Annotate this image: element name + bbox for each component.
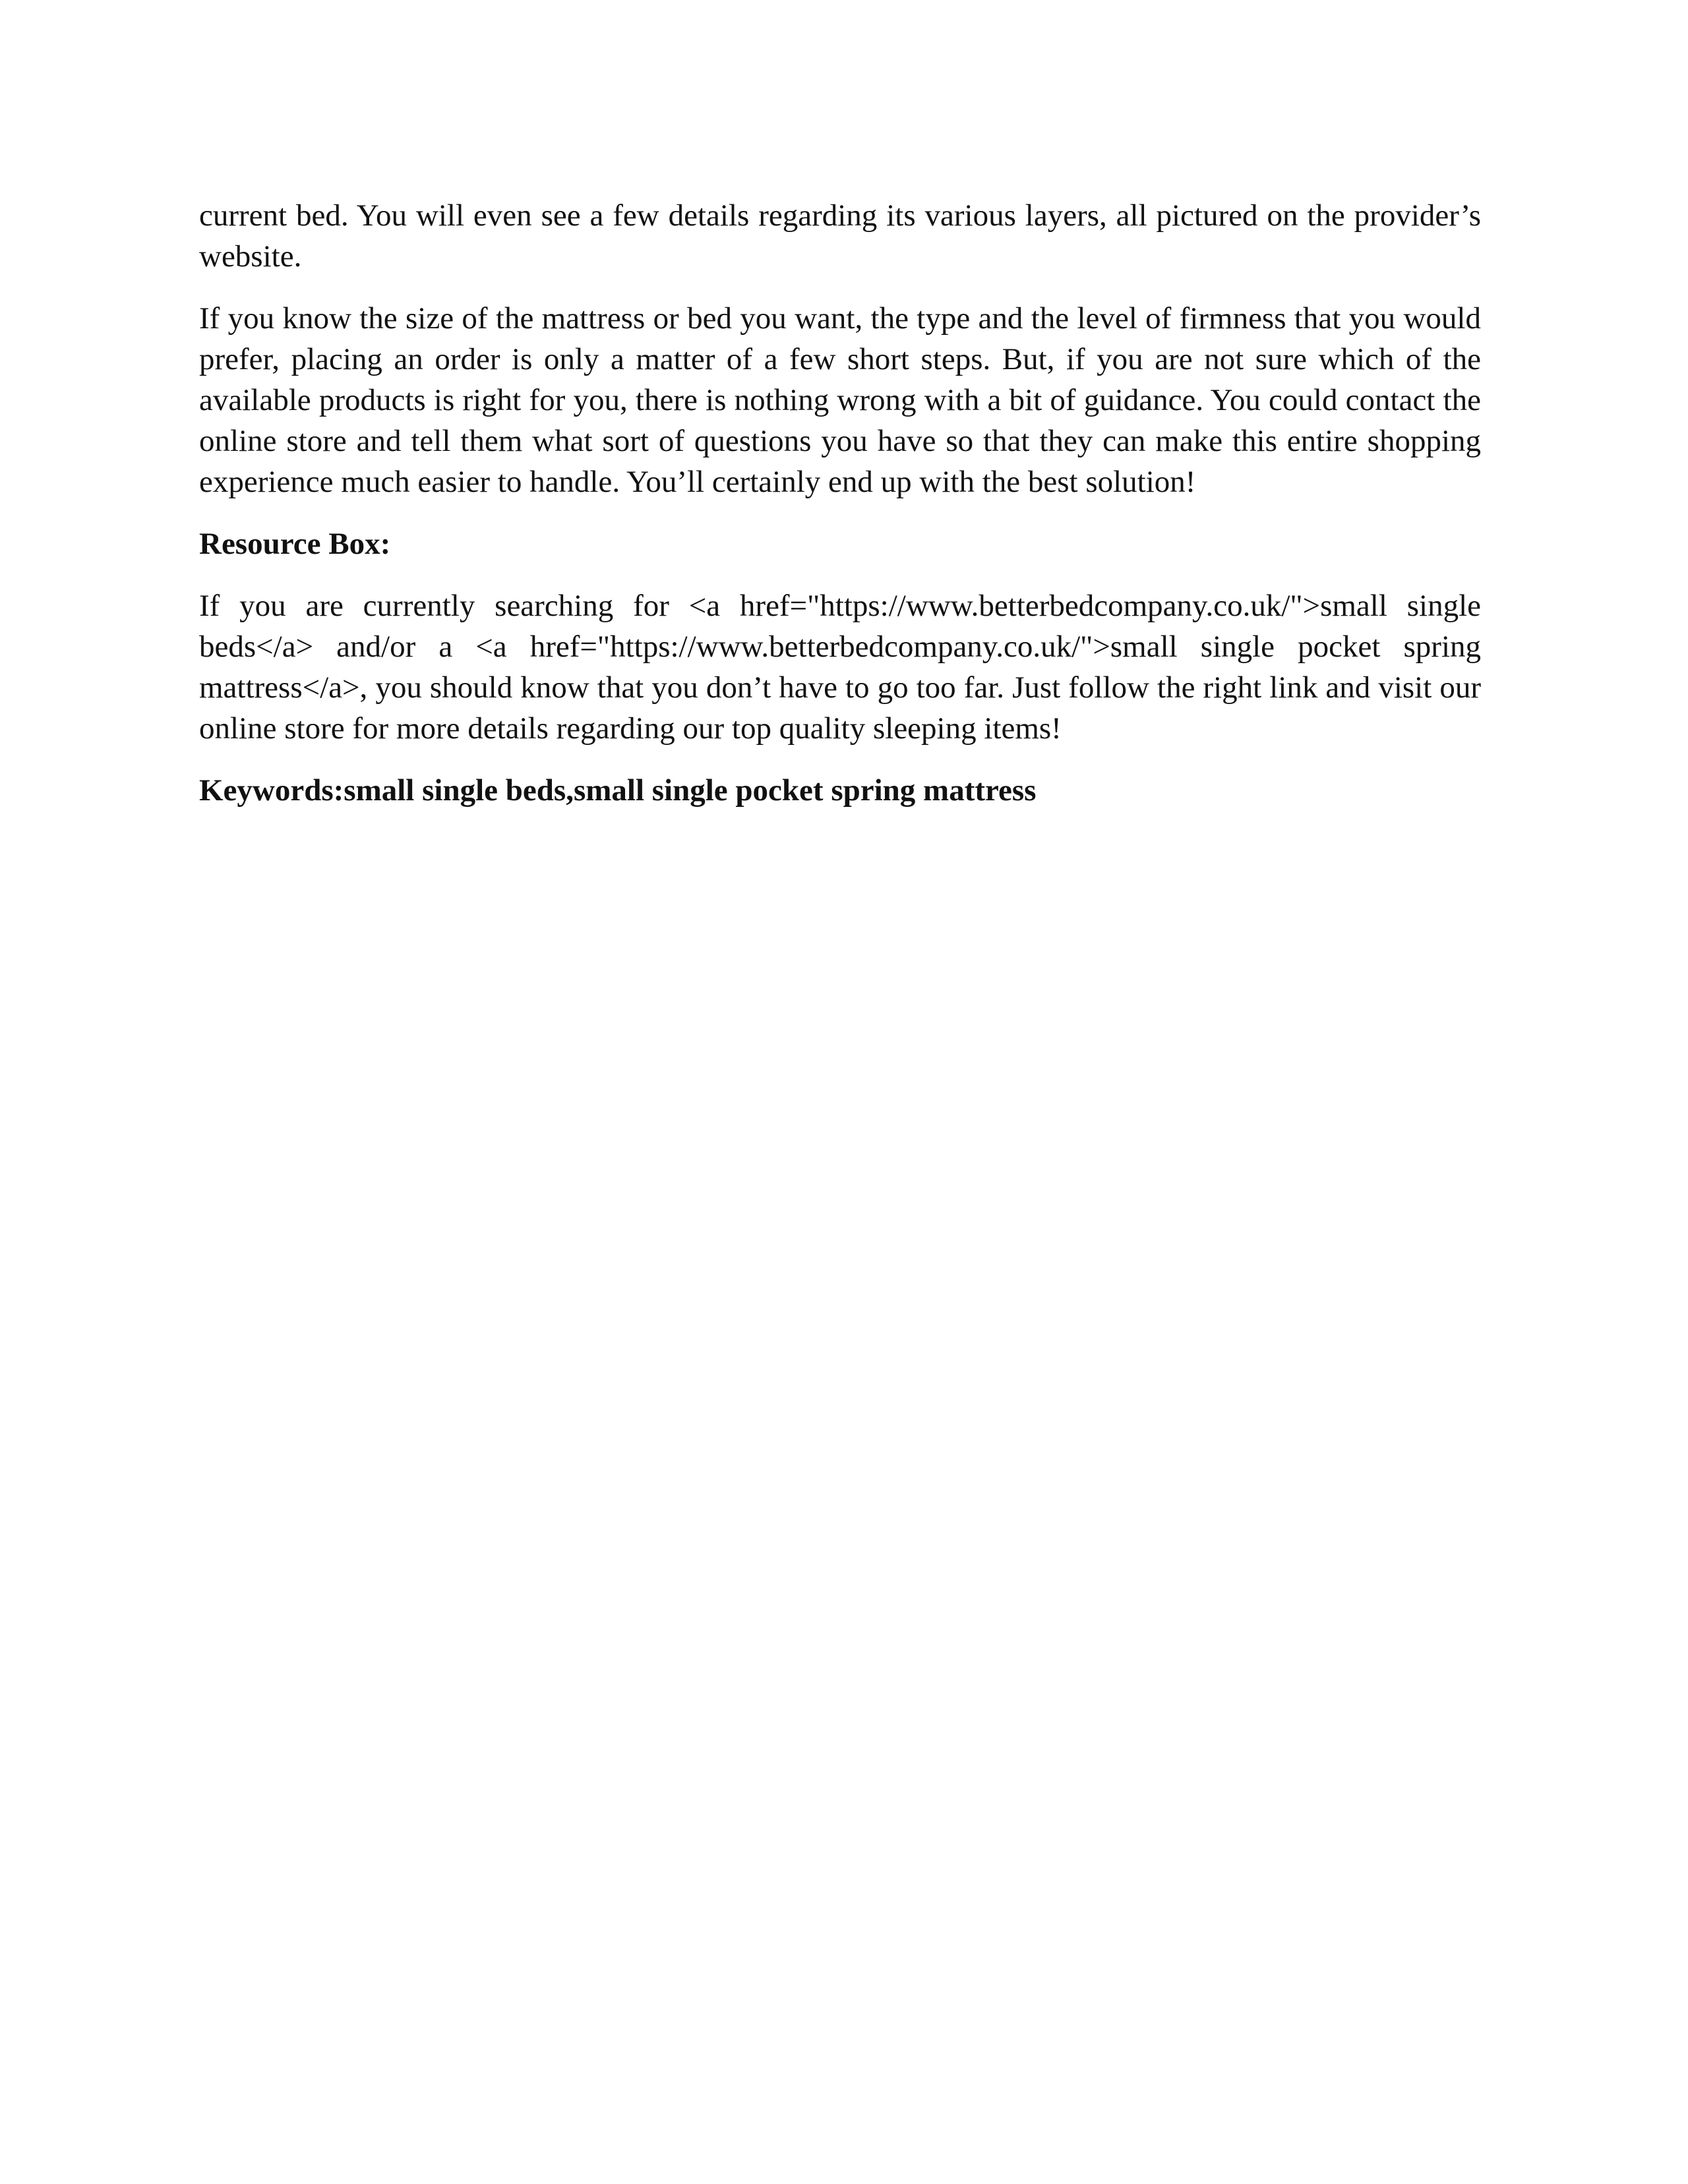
document-body (199, 195, 1481, 832)
paragraph-bed-details: current bed. You will even see a few details regarding its various layers, all pictured on the provider’s website. (199, 198, 1481, 274)
paragraph-ordering-guidance: If you know the size of the mattress or bed you want, the type and the level of firmness that you would prefer, placing an order is only a matter of a few short steps. But, if you are not sure which of the available products is right for you, there is nothing wrong with a bit of guidance. You could contact the online store and tell them what sort of questions you have so that they can make this entire shopping experience much easier to handle. You’ll certainly end up with the best solution! (199, 301, 1481, 499)
keywords-line: Keywords:small single beds,small single pocket spring mattress (199, 773, 1037, 808)
paragraph-resource-box: If you are currently searching for <a href="https://www.betterbedcompany.co.uk/">small single beds</a> and/or a <a href="https://www.betterbedcompany.co.uk/">small single pocket spring mattress</a>, you should know that you don’t have to go too far. Just follow the right link and visit our online store for more details regarding our top quality sleeping items! (199, 589, 1481, 746)
resource-box-heading: Resource Box: (199, 527, 391, 561)
